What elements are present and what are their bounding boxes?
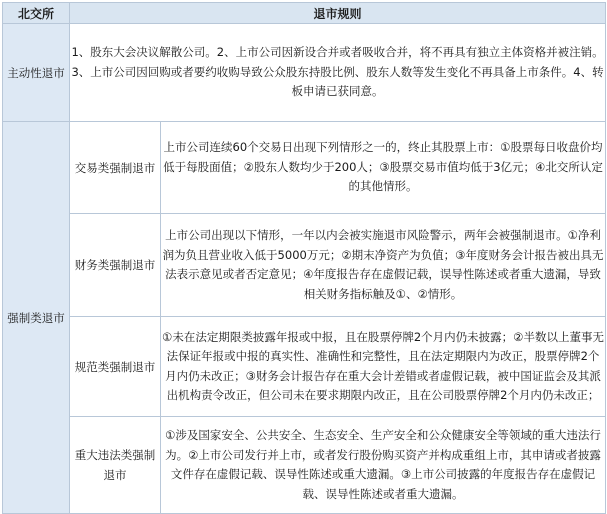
section-mandatory-delisting: 强制类退市 xyxy=(3,122,70,514)
voluntary-delisting-rules: 1、股东大会决议解散公司。2、上市公司因新设合并或者吸收合并，将不再具有独立主体资格并被注销。3、上市公司因回购或者要约收购导致公众股东持股比例、股东人数等发生变化不再具备上市条件。4、转板申请已获同意。 xyxy=(70,24,606,122)
table-row xyxy=(3,214,606,317)
header-rules: 退市规则 xyxy=(70,3,606,24)
section-voluntary-delisting: 主动性退市 xyxy=(3,24,70,122)
header-row xyxy=(3,3,606,24)
table-row xyxy=(3,24,606,122)
trading-delisting-rules: 上市公司连续60个交易日出现下列情形之一的，终止其股票上市：①股票每日收盘价均低于每股面值；②股东人数均少于200人；③股票交易市值均低于3亿元；④北交所认定的其他情形。 xyxy=(161,122,606,214)
table-row xyxy=(3,122,606,214)
major-violation-delisting-rules: ①涉及国家安全、公共安全、生态安全、生产安全和公众健康安全等领域的重大违法行为。②上市公司发行并上市，或者发行股份购买资产并构成重组上市，其申请或者披露文件存在虚假记载、误导性陈述或重大遗漏。③上市公司披露的年度报告存在虚假记载、误导性陈述或者重大遗漏。 xyxy=(161,417,606,514)
major-violation-delisting-type: 重大违法类强制退市 xyxy=(70,417,161,514)
delisting-rules-table xyxy=(2,2,606,514)
table-row xyxy=(3,317,606,417)
table-row xyxy=(3,417,606,514)
header-exchange: 北交所 xyxy=(3,3,70,24)
compliance-delisting-type: 规范类强制退市 xyxy=(70,317,161,417)
trading-delisting-type: 交易类强制退市 xyxy=(70,122,161,214)
financial-delisting-type: 财务类强制退市 xyxy=(70,214,161,317)
compliance-delisting-rules: ①未在法定期限类披露年报或中报，且在股票停牌2个月内仍未披露；②半数以上董事无法保证年报或中报的真实性、准确性和完整性，且在法定期限内为改正，股票停牌2个月内仍未改正；③财务会计报告存在重大会计差错或者虚假记载，被中国证监会及其派出机构责令改正，但公司未在要求期限内改正，且在公司股票停牌2个月内仍未改正； xyxy=(161,317,606,417)
financial-delisting-rules: 上市公司出现以下情形，一年以内会被实施退市风险警示，两年会被强制退市。①净利润为负且营业收入低于5000万元；②期末净资产为负值；③年度财务会计报告被出具无法表示意见或者否定意见；④年度报告存在虚假记载，误导性陈述或者重大遗漏，导致相关财务指标触及①、②情形。 xyxy=(161,214,606,317)
